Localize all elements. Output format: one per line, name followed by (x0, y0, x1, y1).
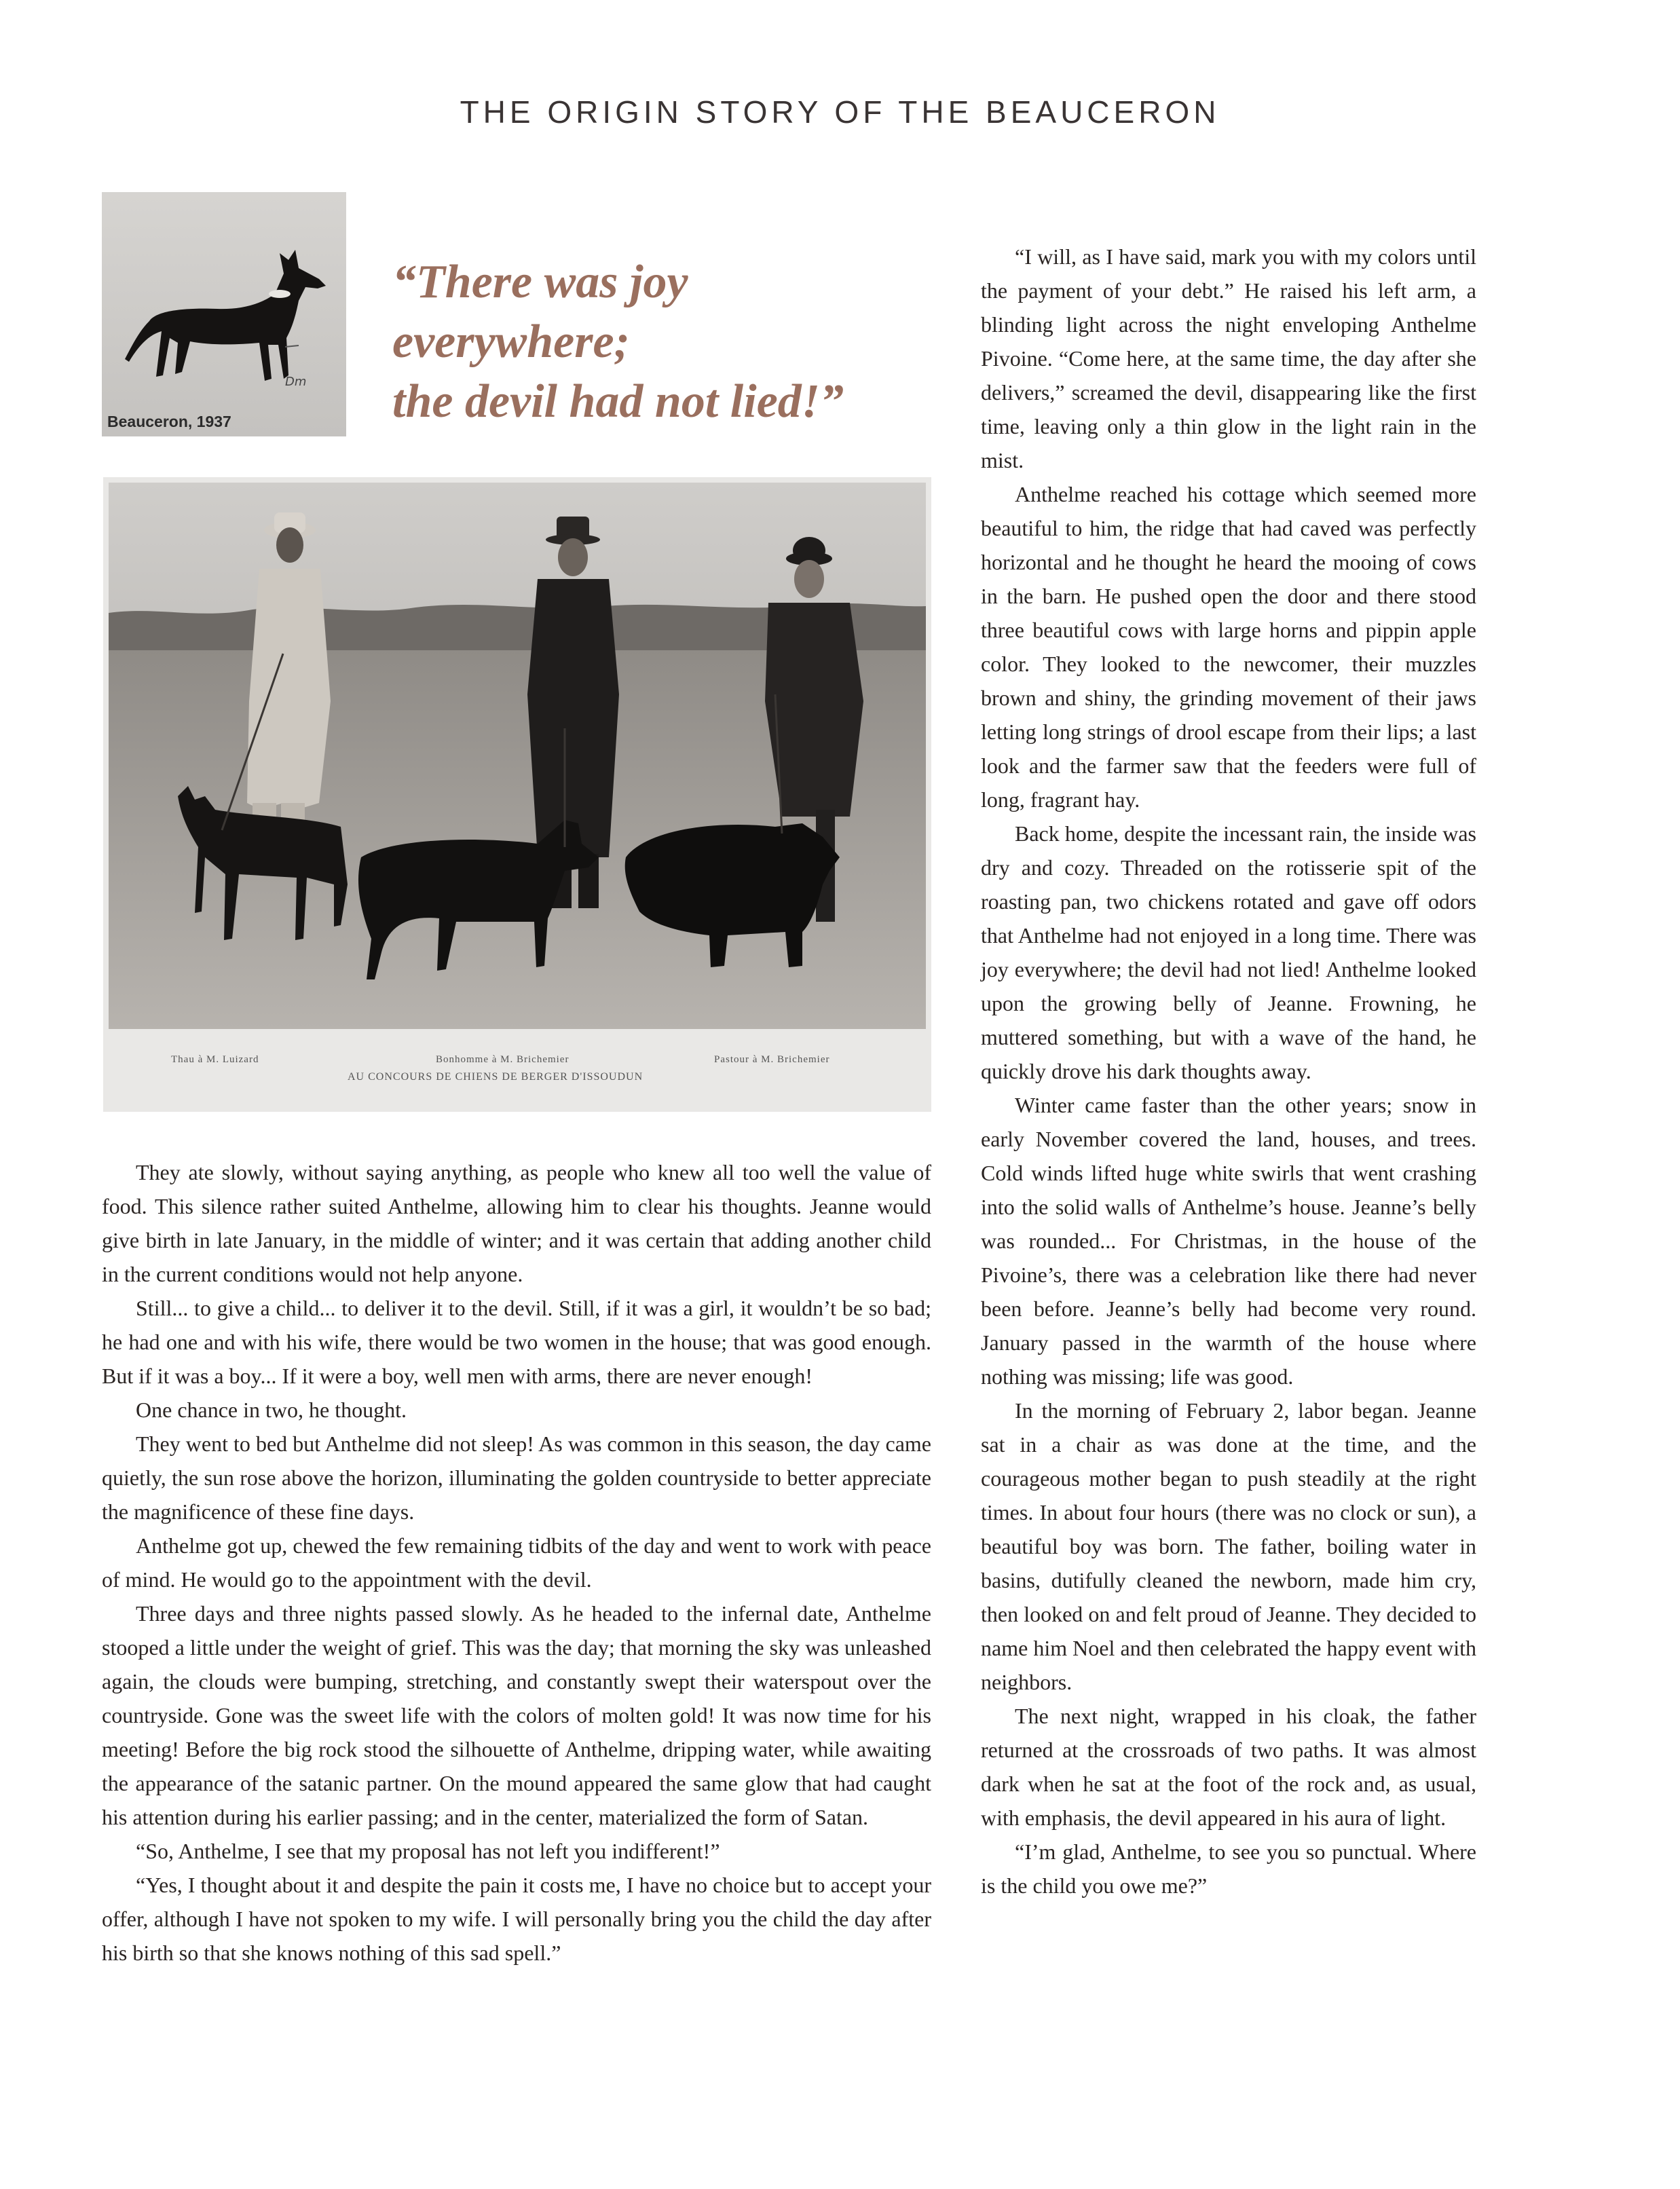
caption-contest-title: AU CONCOURS DE CHIENS DE BERGER D'ISSOUDUN (348, 1071, 643, 1083)
right-paragraph: In the morning of February 2, labor began. Jeanne sat in a chair as was done at the time, and the courageous mother began to push steadily at the right times. In about four hours (there was no clock or sun), a beautiful boy was born. The father, boiling water in basins, dutifully cleaned the newborn, made him cry, then looked on and felt proud of Jeanne. They decided to name him Noel and then celebrated the happy event with neighbors. (981, 1398, 1476, 1694)
left-paragraph: “Yes, I thought about it and despite the pain it costs me, I have no choice but to accept your offer, although I have not spoken to my wife. I will personally bring you the child the day after his birth so that she knows nothing of this sad spell.” (102, 1873, 931, 1965)
left-paragraph: Still... to give a child... to deliver it to the devil. Still, if it was a girl, it wouldn’t be so bad; he had one and with his wife, there would be two women in the house; that was good enough. But if it was a boy... If it were a boy, well men with arms, there are never enough! (102, 1296, 931, 1388)
right-paragraph: The next night, wrapped in his cloak, the father returned at the crossroads of two paths. It was almost dark when he sat at the foot of the rock and, as usual, with emphasis, the devil appeared in his aura of light. (981, 1704, 1476, 1830)
caption-pastour: Pastour à M. Brichemier (714, 1054, 830, 1065)
right-paragraph: “I will, as I have said, mark you with my colors until the payment of your debt.” He raised his left arm, a blinding light across the night enveloping Anthelme Pivoine. “Come here, at the same time, the day after she delivers,” screamed the devil, disappearing like the first time, leaving only a thin glow in the light rain in the mist. (981, 244, 1476, 472)
left-paragraph: They ate slowly, without saying anything, as people who knew all too well the value of food. This silence rather suited Anthelme, allowing him to clear his thoughts. Jeanne would give birth in late January, in the middle of winter; and it was certain that adding another child in the current conditions would not help anyone. (102, 1160, 931, 1286)
right-text-column (981, 240, 1476, 1903)
three-men-three-dogs-image (103, 477, 931, 1112)
artist-signature: Dm (285, 375, 307, 389)
left-paragraph: They went to bed but Anthelme did not sleep! As was common in this season, the day came quietly, the sun rose above the horizon, illuminating the golden countryside to better appreciate the magnificence of these fine days. (102, 1432, 931, 1524)
caption-thau: Thau à M. Luizard (171, 1054, 259, 1065)
running-head: THE ORIGIN STORY OF THE BEAUCERON (460, 94, 1220, 130)
left-paragraph: Three days and three nights passed slowly. As he headed to the infernal date, Anthelme stooped a little under the weight of grief. This was the day; that morning the sky was unleashed again, the clouds were bumping, stretching, and constantly swept their waterspout over the countryside. Gone was the sweet life with the colors of molten gold! It was now time for his meeting! Before the big rock stood the silhouette of Anthelme, dripping water, while awaiting the appearance of the satanic partner. On the mound appeared the same glow that had caught his attention during his earlier passing; and in the center, materialized the form of Satan. (102, 1601, 931, 1829)
pull-quote-line-1: “There was joy everywhere; (392, 256, 688, 368)
small-photo-caption: Beauceron, 1937 (107, 413, 231, 430)
right-paragraph: Back home, despite the incessant rain, the inside was dry and cozy. Threaded on the rotisserie spit of the roasting pan, two chickens rotated and gave off odors that Anthelme had not enjoyed in a long time. There was joy everywhere; the devil had not lied! Anthelme looked upon the growing belly of Jeanne. Frowning, he muttered something, but with a wave of the hand, he quickly drove his dark thoughts away. (981, 821, 1476, 1083)
left-paragraph: One chance in two, he thought. (136, 1398, 407, 1422)
caption-bonhomme: Bonhomme à M. Brichemier (436, 1054, 570, 1065)
right-paragraph: Anthelme reached his cottage which seemed more beautiful to him, the ridge that had caved was perfectly horizontal and he thought he heard the mooing of cows in the barn. He pushed open the door and there stood three beautiful cows with large horns and pippin apple color. They looked to the newcomer, their muzzles brown and shiny, the grinding movement of their jaws letting long strings of drool escape from their lips; a last look and the farmer saw that the feeders were full of long, fragrant hay. (981, 482, 1476, 812)
right-paragraph: “I’m glad, Anthelme, to see you so punctual. Where is the child you owe me?” (981, 1839, 1476, 1898)
left-text-column (102, 1155, 931, 1970)
pull-quote-line-2: the devil had not lied!” (392, 375, 844, 428)
issoudun-contest-photo (103, 477, 931, 1112)
right-paragraph: Winter came faster than the other years; snow in early November covered the land, houses, and trees. Cold winds lifted huge white swirls that went crashing into the solid walls of Anthelme’s house. Jeanne’s belly was rounded... For Christmas, in the house of the Pivoine’s, there was a celebration like there had never been before. Jeanne’s belly had become very round. January passed in the warmth of the house where nothing was missing; life was good. (981, 1093, 1476, 1389)
beauceron-1937-photo (102, 192, 346, 436)
left-paragraph: Anthelme got up, chewed the few remaining tidbits of the day and went to work with peace of mind. He would go to the appointment with the devil. (102, 1533, 931, 1592)
dog-silhouette-image (102, 192, 346, 436)
left-paragraph: “So, Anthelme, I see that my proposal has not left you indifferent!” (136, 1839, 720, 1863)
pull-quote (392, 252, 908, 432)
